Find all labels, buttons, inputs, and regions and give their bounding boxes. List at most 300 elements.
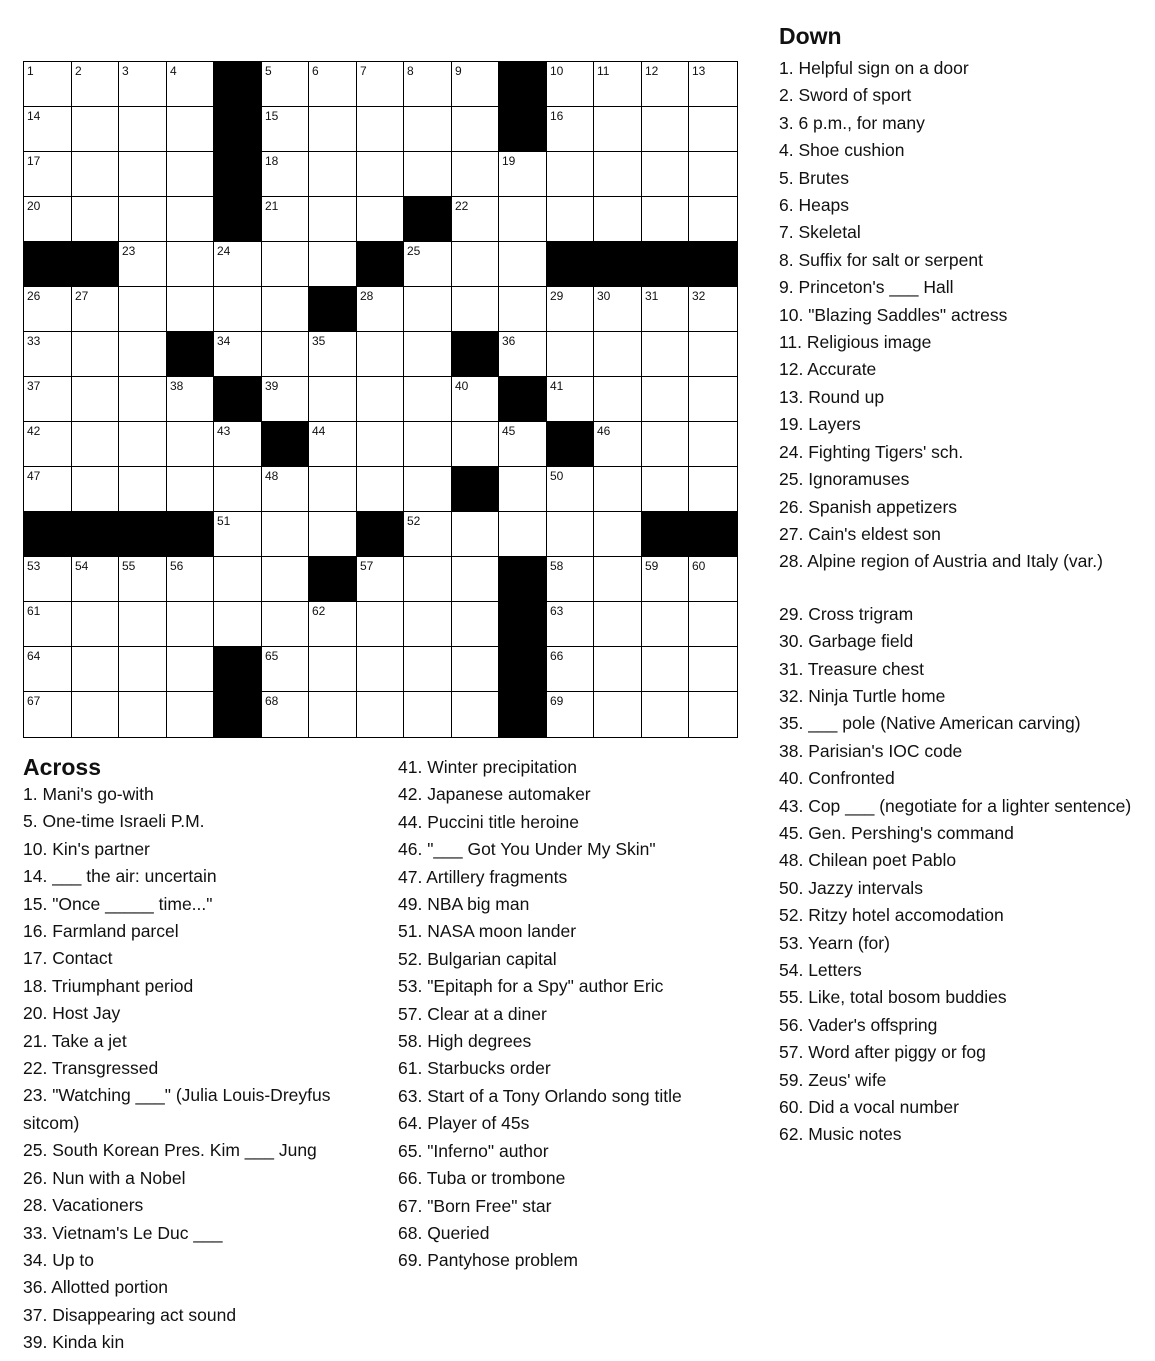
- grid-cell[interactable]: [357, 377, 404, 422]
- grid-cell[interactable]: [119, 197, 167, 242]
- grid-cell[interactable]: [547, 287, 594, 332]
- grid-cell[interactable]: [119, 647, 167, 692]
- grid-cell[interactable]: [642, 287, 689, 332]
- grid-cell[interactable]: [72, 377, 119, 422]
- grid-cell[interactable]: [357, 557, 404, 602]
- grid-cell[interactable]: [24, 332, 72, 377]
- grid-cell[interactable]: [642, 332, 689, 377]
- grid-cell[interactable]: [452, 197, 499, 242]
- cell-number: 33: [27, 334, 41, 348]
- clue: 14. ___ the air: uncertain: [23, 866, 217, 887]
- grid-cell[interactable]: [309, 197, 357, 242]
- clue: 46. "___ Got You Under My Skin": [398, 839, 656, 860]
- cell-number: 42: [27, 424, 41, 438]
- across-clue-list-continued: [398, 754, 728, 1275]
- grid-block: [214, 197, 262, 242]
- grid-cell[interactable]: [594, 287, 642, 332]
- grid-block: [167, 332, 214, 377]
- grid-cell[interactable]: [547, 647, 594, 692]
- grid-block: [72, 242, 119, 287]
- grid-cell[interactable]: [689, 602, 737, 647]
- grid-block: [119, 512, 167, 557]
- clue: 19. Layers: [779, 414, 861, 435]
- grid-cell[interactable]: [689, 692, 737, 737]
- grid-cell[interactable]: [119, 107, 167, 152]
- grid-cell[interactable]: [594, 62, 642, 107]
- grid-cell[interactable]: [452, 602, 499, 647]
- grid-cell[interactable]: [404, 107, 452, 152]
- grid-cell[interactable]: [357, 422, 404, 467]
- grid-cell[interactable]: [642, 197, 689, 242]
- grid-cell[interactable]: [642, 377, 689, 422]
- grid-cell[interactable]: [357, 647, 404, 692]
- grid-cell[interactable]: [642, 692, 689, 737]
- grid-cell[interactable]: [262, 107, 309, 152]
- clue: 42. Japanese automaker: [398, 784, 591, 805]
- grid-cell[interactable]: [499, 512, 547, 557]
- grid-cell[interactable]: [309, 242, 357, 287]
- grid-cell[interactable]: [72, 422, 119, 467]
- grid-block: [452, 467, 499, 512]
- grid-cell[interactable]: [24, 287, 72, 332]
- grid-cell[interactable]: [167, 467, 214, 512]
- grid-cell[interactable]: [452, 287, 499, 332]
- clue: 68. Queried: [398, 1222, 490, 1243]
- grid-cell[interactable]: [72, 287, 119, 332]
- cell-number: 3: [122, 64, 129, 78]
- cell-number: 44: [312, 424, 326, 438]
- grid-cell[interactable]: [547, 377, 594, 422]
- cell-number: 14: [27, 109, 41, 123]
- grid-cell[interactable]: [72, 602, 119, 647]
- clue: 31. Treasure chest: [779, 658, 924, 679]
- grid-cell[interactable]: [167, 152, 214, 197]
- clue: 63. Start of a Tony Orlando song title: [398, 1085, 682, 1106]
- cell-number: 16: [550, 109, 564, 123]
- cell-number: 51: [217, 514, 231, 528]
- grid-cell[interactable]: [594, 422, 642, 467]
- cell-number: 7: [360, 64, 367, 78]
- grid-cell[interactable]: [262, 467, 309, 512]
- grid-cell[interactable]: [262, 287, 309, 332]
- grid-block: [499, 602, 547, 647]
- grid-cell[interactable]: [214, 422, 262, 467]
- grid-cell[interactable]: [167, 62, 214, 107]
- grid-block: [689, 242, 737, 287]
- grid-cell[interactable]: [119, 422, 167, 467]
- grid-cell[interactable]: [262, 692, 309, 737]
- grid-cell[interactable]: [404, 62, 452, 107]
- grid-cell[interactable]: [594, 107, 642, 152]
- clue: 62. Music notes: [779, 1124, 902, 1145]
- grid-block: [499, 107, 547, 152]
- grid-cell[interactable]: [642, 602, 689, 647]
- grid-cell[interactable]: [167, 377, 214, 422]
- grid-cell[interactable]: [309, 512, 357, 557]
- grid-cell[interactable]: [499, 422, 547, 467]
- clue: 21. Take a jet: [23, 1030, 127, 1051]
- clue: 20. Host Jay: [23, 1003, 121, 1024]
- grid-cell[interactable]: [642, 62, 689, 107]
- grid-cell[interactable]: [357, 107, 404, 152]
- grid-cell[interactable]: [642, 467, 689, 512]
- grid-cell[interactable]: [24, 467, 72, 512]
- grid-cell[interactable]: [689, 467, 737, 512]
- grid-cell[interactable]: [72, 332, 119, 377]
- grid-cell[interactable]: [119, 692, 167, 737]
- grid-cell[interactable]: [547, 512, 594, 557]
- grid-block: [357, 242, 404, 287]
- grid-cell[interactable]: [499, 332, 547, 377]
- grid-cell[interactable]: [547, 692, 594, 737]
- grid-cell[interactable]: [594, 152, 642, 197]
- grid-cell[interactable]: [594, 557, 642, 602]
- clue: 47. Artillery fragments: [398, 866, 568, 887]
- grid-cell[interactable]: [452, 692, 499, 737]
- grid-cell[interactable]: [167, 692, 214, 737]
- grid-cell[interactable]: [119, 62, 167, 107]
- grid-cell[interactable]: [119, 602, 167, 647]
- cell-number: 65: [265, 649, 279, 663]
- grid-cell[interactable]: [594, 692, 642, 737]
- cell-number: 22: [455, 199, 469, 213]
- grid-cell[interactable]: [72, 557, 119, 602]
- cell-number: 32: [692, 289, 706, 303]
- cell-number: 55: [122, 559, 136, 573]
- grid-block: [214, 107, 262, 152]
- clue: 34. Up to: [23, 1249, 95, 1270]
- grid-cell[interactable]: [167, 647, 214, 692]
- grid-cell[interactable]: [499, 287, 547, 332]
- grid-cell[interactable]: [119, 242, 167, 287]
- crossword-grid: [23, 61, 738, 738]
- grid-cell[interactable]: [262, 602, 309, 647]
- clue: 56. Vader's offspring: [779, 1014, 938, 1035]
- grid-cell[interactable]: [119, 557, 167, 602]
- clue: 39. Kinda kin: [23, 1332, 125, 1353]
- grid-cell[interactable]: [547, 332, 594, 377]
- grid-cell[interactable]: [357, 287, 404, 332]
- grid-cell[interactable]: [594, 602, 642, 647]
- grid-cell[interactable]: [24, 197, 72, 242]
- clue: 5. One-time Israeli P.M.: [23, 811, 205, 832]
- grid-cell[interactable]: [214, 602, 262, 647]
- grid-cell[interactable]: [404, 467, 452, 512]
- grid-cell[interactable]: [357, 197, 404, 242]
- grid-cell[interactable]: [24, 152, 72, 197]
- grid-block: [167, 512, 214, 557]
- clue: 11. Religious image: [779, 332, 932, 353]
- grid-cell[interactable]: [167, 197, 214, 242]
- grid-block: [214, 62, 262, 107]
- grid-cell[interactable]: [547, 62, 594, 107]
- grid-cell[interactable]: [167, 287, 214, 332]
- clue: 52. Bulgarian capital: [398, 948, 557, 969]
- grid-cell[interactable]: [689, 332, 737, 377]
- grid-cell[interactable]: [309, 332, 357, 377]
- cell-number: 46: [597, 424, 611, 438]
- clue: 53. Yearn (for): [779, 932, 890, 953]
- down-clue-list: [779, 55, 1149, 1149]
- grid-cell[interactable]: [404, 602, 452, 647]
- grid-cell[interactable]: [594, 332, 642, 377]
- grid-cell[interactable]: [689, 647, 737, 692]
- cell-number: 20: [27, 199, 41, 213]
- grid-block: [214, 647, 262, 692]
- cell-number: 38: [170, 379, 184, 393]
- grid-cell[interactable]: [689, 422, 737, 467]
- grid-cell[interactable]: [452, 512, 499, 557]
- grid-block: [499, 557, 547, 602]
- clue: 30. Garbage field: [779, 631, 914, 652]
- grid-block: [214, 377, 262, 422]
- grid-cell[interactable]: [594, 377, 642, 422]
- clue: 49. NBA big man: [398, 894, 530, 915]
- grid-cell[interactable]: [404, 557, 452, 602]
- clue: 28. Alpine region of Austria and Italy (var.): [779, 551, 1103, 572]
- cell-number: 11: [597, 64, 610, 78]
- grid-cell[interactable]: [214, 332, 262, 377]
- grid-cell[interactable]: [642, 107, 689, 152]
- cell-number: 39: [265, 379, 279, 393]
- grid-cell[interactable]: [24, 422, 72, 467]
- clue: 28. Vacationers: [23, 1195, 144, 1216]
- clue: 65. "Inferno" author: [398, 1140, 549, 1161]
- cell-number: 23: [122, 244, 136, 258]
- grid-block: [499, 692, 547, 737]
- grid-cell[interactable]: [262, 332, 309, 377]
- clue: 1. Mani's go-with: [23, 784, 154, 804]
- grid-cell[interactable]: [262, 647, 309, 692]
- grid-cell[interactable]: [404, 152, 452, 197]
- cell-number: 6: [312, 64, 319, 78]
- grid-block: [24, 242, 72, 287]
- grid-cell[interactable]: [262, 197, 309, 242]
- grid-cell[interactable]: [214, 287, 262, 332]
- clue: 53. "Epitaph for a Spy" author Eric: [398, 976, 664, 997]
- grid-cell[interactable]: [547, 152, 594, 197]
- grid-cell[interactable]: [357, 467, 404, 512]
- down-heading: Down: [779, 23, 842, 49]
- grid-block: [24, 512, 72, 557]
- grid-cell[interactable]: [642, 422, 689, 467]
- clue: 2. Sword of sport: [779, 85, 912, 106]
- grid-cell[interactable]: [357, 62, 404, 107]
- grid-cell[interactable]: [357, 602, 404, 647]
- clue: 35. ___ pole (Native American carving): [779, 713, 1081, 734]
- grid-cell[interactable]: [404, 332, 452, 377]
- cell-number: 28: [360, 289, 374, 303]
- grid-cell[interactable]: [309, 107, 357, 152]
- grid-cell[interactable]: [214, 242, 262, 287]
- grid-cell[interactable]: [214, 512, 262, 557]
- grid-cell[interactable]: [452, 422, 499, 467]
- grid-cell[interactable]: [594, 197, 642, 242]
- across-clue-list: [23, 781, 373, 1357]
- grid-cell[interactable]: [547, 197, 594, 242]
- clue: 22. Transgressed: [23, 1058, 159, 1079]
- grid-cell[interactable]: [689, 197, 737, 242]
- grid-cell[interactable]: [689, 377, 737, 422]
- cell-number: 18: [265, 154, 279, 168]
- grid-cell[interactable]: [262, 152, 309, 197]
- grid-cell[interactable]: [642, 557, 689, 602]
- grid-cell[interactable]: [404, 287, 452, 332]
- cell-number: 62: [312, 604, 326, 618]
- cell-number: 41: [550, 379, 564, 393]
- grid-cell[interactable]: [214, 467, 262, 512]
- grid-cell[interactable]: [404, 692, 452, 737]
- grid-cell[interactable]: [24, 647, 72, 692]
- grid-cell[interactable]: [72, 197, 119, 242]
- grid-cell[interactable]: [547, 467, 594, 512]
- grid-block: [642, 242, 689, 287]
- grid-cell[interactable]: [24, 377, 72, 422]
- grid-cell[interactable]: [167, 602, 214, 647]
- clue: 16. Farmland parcel: [23, 921, 179, 942]
- grid-cell[interactable]: [72, 107, 119, 152]
- grid-cell[interactable]: [309, 422, 357, 467]
- grid-cell[interactable]: [689, 107, 737, 152]
- cell-number: 59: [645, 559, 659, 573]
- grid-cell[interactable]: [309, 692, 357, 737]
- grid-cell[interactable]: [119, 332, 167, 377]
- clue: 4. Shoe cushion: [779, 140, 905, 161]
- grid-cell[interactable]: [24, 602, 72, 647]
- cell-number: 60: [692, 559, 706, 573]
- grid-cell[interactable]: [452, 557, 499, 602]
- cell-number: 48: [265, 469, 279, 483]
- grid-cell[interactable]: [357, 332, 404, 377]
- grid-block: [357, 512, 404, 557]
- grid-cell[interactable]: [167, 242, 214, 287]
- grid-cell[interactable]: [167, 422, 214, 467]
- grid-cell[interactable]: [167, 107, 214, 152]
- grid-block: [309, 557, 357, 602]
- grid-cell[interactable]: [119, 467, 167, 512]
- grid-cell[interactable]: [594, 512, 642, 557]
- grid-block: [499, 647, 547, 692]
- clue: 15. "Once _____ time...": [23, 893, 213, 914]
- grid-cell[interactable]: [404, 377, 452, 422]
- clue: 48. Chilean poet Pablo: [779, 850, 957, 871]
- grid-cell[interactable]: [72, 647, 119, 692]
- clue: 27. Cain's eldest son: [779, 523, 941, 544]
- grid-cell[interactable]: [452, 647, 499, 692]
- grid-cell[interactable]: [689, 287, 737, 332]
- cell-number: 26: [27, 289, 41, 303]
- grid-cell[interactable]: [404, 647, 452, 692]
- grid-cell[interactable]: [214, 557, 262, 602]
- grid-cell[interactable]: [452, 242, 499, 287]
- clue: 57. Clear at a diner: [398, 1003, 547, 1024]
- grid-cell[interactable]: [72, 152, 119, 197]
- grid-cell[interactable]: [642, 647, 689, 692]
- grid-cell[interactable]: [309, 647, 357, 692]
- grid-cell[interactable]: [309, 62, 357, 107]
- clue: 44. Puccini title heroine: [398, 811, 579, 832]
- grid-cell[interactable]: [499, 242, 547, 287]
- grid-cell[interactable]: [594, 647, 642, 692]
- grid-cell[interactable]: [309, 467, 357, 512]
- grid-cell[interactable]: [357, 692, 404, 737]
- grid-cell[interactable]: [262, 62, 309, 107]
- grid-cell[interactable]: [689, 152, 737, 197]
- clue: 29. Cross trigram: [779, 603, 914, 624]
- grid-cell[interactable]: [72, 692, 119, 737]
- grid-cell[interactable]: [499, 152, 547, 197]
- grid-cell[interactable]: [594, 467, 642, 512]
- cell-number: 56: [170, 559, 184, 573]
- cell-number: 45: [502, 424, 516, 438]
- clue: 60. Did a vocal number: [779, 1097, 959, 1118]
- grid-cell[interactable]: [547, 602, 594, 647]
- grid-cell[interactable]: [24, 692, 72, 737]
- clue: 36. Allotted portion: [23, 1277, 168, 1298]
- grid-cell[interactable]: [452, 152, 499, 197]
- grid-block: [404, 197, 452, 242]
- grid-cell[interactable]: [262, 512, 309, 557]
- grid-block: [262, 422, 309, 467]
- grid-cell[interactable]: [119, 377, 167, 422]
- clue: 33. Vietnam's Le Duc ___: [23, 1222, 223, 1243]
- clue: 64. Player of 45s: [398, 1113, 530, 1134]
- grid-cell[interactable]: [499, 197, 547, 242]
- cell-number: 10: [550, 64, 564, 78]
- grid-cell[interactable]: [547, 557, 594, 602]
- grid-cell[interactable]: [24, 62, 72, 107]
- grid-cell[interactable]: [24, 557, 72, 602]
- clue: 23. "Watching ___" (Julia Louis-Dreyfus sitcom): [23, 1085, 331, 1133]
- grid-block: [499, 377, 547, 422]
- grid-cell[interactable]: [452, 62, 499, 107]
- cell-number: 43: [217, 424, 231, 438]
- grid-cell[interactable]: [119, 287, 167, 332]
- grid-cell[interactable]: [167, 557, 214, 602]
- clue: 45. Gen. Pershing's command: [779, 822, 1014, 843]
- grid-cell[interactable]: [262, 242, 309, 287]
- cell-number: 9: [455, 64, 462, 78]
- cell-number: 4: [170, 64, 177, 78]
- grid-cell[interactable]: [262, 377, 309, 422]
- cell-number: 35: [312, 334, 326, 348]
- grid-cell[interactable]: [642, 152, 689, 197]
- clue: 61. Starbucks order: [398, 1058, 551, 1079]
- cell-number: 58: [550, 559, 564, 573]
- grid-cell[interactable]: [689, 62, 737, 107]
- grid-cell[interactable]: [357, 152, 404, 197]
- clue: 12. Accurate: [779, 359, 877, 380]
- grid-cell[interactable]: [309, 602, 357, 647]
- grid-cell[interactable]: [404, 422, 452, 467]
- cell-number: 36: [502, 334, 516, 348]
- grid-cell[interactable]: [452, 377, 499, 422]
- grid-cell[interactable]: [24, 107, 72, 152]
- grid-cell[interactable]: [309, 377, 357, 422]
- grid-cell[interactable]: [404, 242, 452, 287]
- grid-cell[interactable]: [119, 152, 167, 197]
- grid-cell[interactable]: [452, 107, 499, 152]
- grid-cell[interactable]: [689, 557, 737, 602]
- grid-cell[interactable]: [547, 107, 594, 152]
- grid-cell[interactable]: [309, 152, 357, 197]
- grid-cell[interactable]: [72, 62, 119, 107]
- grid-cell[interactable]: [262, 557, 309, 602]
- clue: 55. Like, total bosom buddies: [779, 987, 1007, 1008]
- grid-cell[interactable]: [72, 467, 119, 512]
- grid-cell[interactable]: [499, 467, 547, 512]
- grid-cell[interactable]: [404, 512, 452, 557]
